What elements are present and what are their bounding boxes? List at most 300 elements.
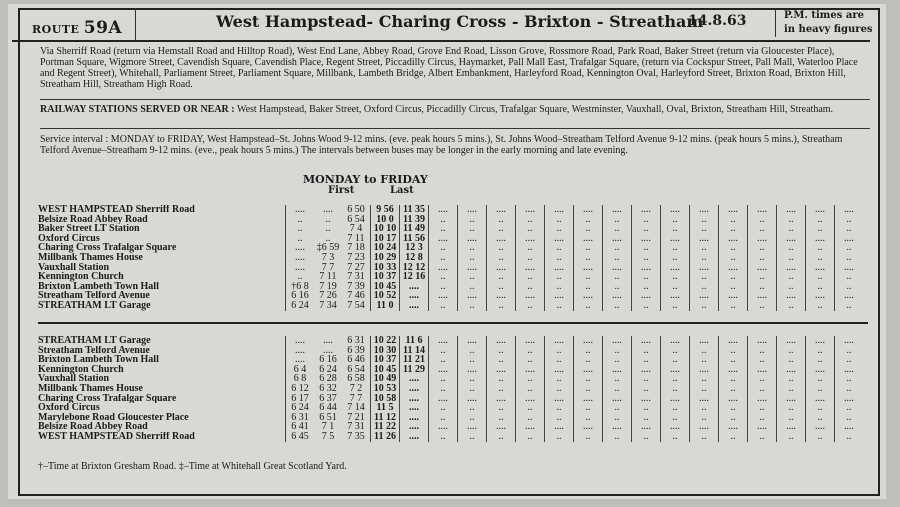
empty-cell: .. — [748, 224, 777, 234]
empty-cell: .. — [661, 413, 690, 423]
empty-cell: .... — [835, 234, 864, 244]
stop-name: Oxford Circus — [38, 403, 100, 413]
empty-cell: .. — [748, 413, 777, 423]
empty-cell: .. — [574, 403, 603, 413]
empty-cell: .. — [516, 432, 545, 442]
empty-cell: .. — [777, 215, 806, 225]
time-cell: 7 1 — [321, 422, 335, 432]
time-cell: .. — [286, 215, 315, 225]
time-cell: 6 54 — [347, 214, 365, 225]
time-cell: 6 32 — [319, 383, 337, 394]
empty-cell: .... — [748, 263, 777, 273]
table-row — [38, 291, 863, 301]
empty-cell: .. — [516, 355, 545, 365]
empty-cell: .... — [806, 234, 835, 244]
empty-cell: .. — [806, 413, 835, 423]
empty-cell: .... — [603, 336, 632, 346]
empty-cell: .... — [690, 422, 719, 432]
empty-cell: .. — [690, 374, 719, 384]
empty-cell: .. — [719, 355, 748, 365]
stop-name: Kennington Church — [38, 364, 124, 375]
time-cell: 7 21 — [347, 412, 365, 423]
empty-cell: .. — [835, 403, 864, 413]
empty-cell: .. — [429, 272, 458, 282]
empty-cell: .... — [429, 234, 458, 244]
empty-cell: .. — [487, 403, 516, 413]
empty-cell: .. — [632, 346, 661, 356]
time-cell: .. — [325, 233, 331, 244]
empty-cell: .. — [574, 355, 603, 365]
empty-cell: .. — [603, 224, 632, 234]
empty-cell: .. — [574, 272, 603, 282]
empty-cell: .. — [429, 432, 458, 442]
empty-cell: .. — [748, 432, 777, 442]
empty-cell: .... — [632, 394, 661, 404]
time-cell: 6 8 — [286, 374, 315, 384]
stop-name: Streatham Telford Avenue — [38, 345, 150, 356]
empty-cell: .. — [661, 346, 690, 356]
stop-name: Oxford Circus — [38, 233, 100, 244]
time-cell: 7 19 — [319, 281, 337, 292]
empty-cell: .. — [458, 432, 487, 442]
empty-cell: .... — [632, 422, 661, 432]
empty-cell: .... — [545, 291, 574, 301]
time-cell: .... — [286, 263, 315, 273]
time-cell: 11 22 — [371, 422, 400, 432]
empty-cell: .... — [545, 234, 574, 244]
empty-cell: .... — [806, 422, 835, 432]
empty-cell: .. — [632, 301, 661, 311]
empty-cell: .. — [835, 215, 864, 225]
empty-cell: .. — [429, 253, 458, 263]
time-cell: .... — [323, 345, 333, 356]
time-cell: 6 28 — [319, 374, 337, 384]
empty-cell: .. — [632, 374, 661, 384]
time-cell: 10 22 — [371, 336, 400, 346]
empty-cell: .. — [719, 374, 748, 384]
last-heading: Last — [390, 185, 414, 196]
empty-cell: .. — [719, 432, 748, 442]
empty-cell: .. — [661, 301, 690, 311]
empty-cell: .... — [748, 291, 777, 301]
empty-cell: .... — [719, 263, 748, 273]
empty-cell: .... — [690, 394, 719, 404]
table-row — [38, 422, 863, 432]
time-cell: 11 5 — [371, 403, 400, 413]
empty-cell: .. — [545, 243, 574, 253]
empty-cell: .... — [603, 422, 632, 432]
empty-cell: .. — [748, 272, 777, 282]
empty-cell: .. — [835, 282, 864, 292]
empty-cell: .. — [429, 224, 458, 234]
empty-cell: .... — [806, 336, 835, 346]
time-cell: 7 26 — [319, 291, 337, 301]
days-heading: MONDAY to FRIDAY — [303, 173, 428, 186]
empty-cell: .. — [806, 301, 835, 311]
empty-cell: .... — [429, 336, 458, 346]
empty-cell: .. — [719, 413, 748, 423]
empty-cell: .. — [574, 253, 603, 263]
empty-cell: .. — [545, 413, 574, 423]
empty-cell: .. — [748, 282, 777, 292]
empty-cell: .... — [690, 291, 719, 301]
stop-name: WEST HAMPSTEAD Sherriff Road — [38, 205, 195, 215]
time-cell: 10 52 — [371, 291, 400, 301]
time-cell: 12 12 — [400, 263, 429, 273]
empty-cell: .. — [574, 346, 603, 356]
stop-name: Millbank Thames House — [38, 252, 143, 263]
inbound-table — [38, 336, 863, 442]
time-cell: 11 49 — [400, 224, 429, 234]
time-cell: .... — [286, 253, 315, 263]
empty-cell: .. — [806, 355, 835, 365]
time-cell: 11 12 — [371, 413, 400, 423]
empty-cell: .. — [487, 243, 516, 253]
time-cell: 10 10 — [371, 224, 400, 234]
via-text: Via Sherriff Road (return via Hemstall Road and Hilltop Road), West End Lane, Abbey Road, Grove End Road, Lisson Grove, Rossmore Road, Park Road, Baker Street (return via Gloucester Place), Portman Square, Wigmore Street, Cavendish Square, Cavendish Place, Regent Street, Piccadilly Circus, Haymarket, Pall Mall East, Trafalgar Square, (return via Cockspur Street, Pall Mall, Waterloo Place and Regent Street), Whitehall, Parliament Street, Parliament Square, Millbank, Lambeth Bridge, Albert Embankment, Harleyford Road, Kennington Oval, Harleyford Street, Brixton Road, Brixton Hill, Streatham Hill, Streatham High Road. — [40, 46, 858, 90]
empty-cell: .. — [487, 282, 516, 292]
empty-cell: .. — [777, 403, 806, 413]
empty-cell: .... — [487, 291, 516, 301]
time-cell: 10 37 — [371, 355, 400, 365]
empty-cell: .. — [719, 384, 748, 394]
empty-cell: .. — [835, 384, 864, 394]
stop-name: Streatham Telford Avenue — [38, 291, 150, 301]
time-cell: 7 27 — [347, 262, 365, 273]
empty-cell: .. — [458, 215, 487, 225]
time-cell: 6 16 — [319, 355, 337, 365]
route-number: 59A — [83, 18, 123, 38]
time-cell: .. — [286, 234, 315, 244]
empty-cell: .. — [516, 282, 545, 292]
empty-cell: .. — [806, 215, 835, 225]
table-row — [38, 205, 863, 215]
time-cell: 11 56 — [400, 234, 429, 244]
empty-cell: .. — [632, 282, 661, 292]
time-cell: 10 33 — [371, 263, 400, 273]
time-cell: 6 50 — [347, 205, 365, 215]
empty-cell: .. — [777, 346, 806, 356]
empty-cell: .... — [777, 291, 806, 301]
empty-cell: .. — [603, 374, 632, 384]
time-cell: 7 18 — [347, 243, 365, 253]
empty-cell: .. — [719, 224, 748, 234]
empty-cell: .. — [661, 374, 690, 384]
time-cell: .... — [400, 384, 429, 394]
empty-cell: .... — [748, 422, 777, 432]
table-row — [38, 253, 863, 263]
railway-stations: RAILWAY STATIONS SERVED OR NEAR : West Hampstead, Baker Street, Oxford Circus, Piccadilly Circus, Trafalgar Square, Westminster, Vauxhall, Oval, Brixton, Streatham Hill, Streatham. — [40, 104, 834, 115]
empty-cell: .... — [806, 205, 835, 215]
table-row — [38, 234, 863, 244]
empty-cell: .. — [545, 384, 574, 394]
time-cell: 11 0 — [371, 301, 400, 311]
first-heading: First — [328, 185, 355, 196]
time-cell: 6 12 — [286, 384, 315, 394]
empty-cell: .. — [603, 253, 632, 263]
empty-cell: .... — [777, 365, 806, 375]
time-cell: 10 45 — [371, 365, 400, 375]
time-cell: 6 24 — [286, 301, 315, 311]
empty-cell: .. — [748, 346, 777, 356]
empty-cell: .. — [458, 282, 487, 292]
time-cell: .... — [400, 413, 429, 423]
empty-cell: .. — [574, 301, 603, 311]
empty-cell: .... — [690, 336, 719, 346]
table-row — [38, 355, 863, 365]
empty-cell: .. — [806, 243, 835, 253]
time-cell: 9 56 — [371, 205, 400, 215]
time-cell: 10 0 — [371, 215, 400, 225]
empty-cell: .... — [487, 263, 516, 273]
time-cell: 11 14 — [400, 346, 429, 356]
empty-cell: .. — [574, 374, 603, 384]
empty-cell: .. — [487, 355, 516, 365]
empty-cell: .. — [748, 374, 777, 384]
empty-cell: .. — [806, 272, 835, 282]
time-cell: 7 14 — [347, 403, 365, 413]
empty-cell: .... — [835, 205, 864, 215]
time-cell: 7 11 — [347, 233, 365, 244]
empty-cell: .. — [661, 432, 690, 442]
empty-cell: .. — [748, 301, 777, 311]
empty-cell: .... — [487, 365, 516, 375]
empty-cell: .. — [835, 301, 864, 311]
empty-cell: .... — [661, 365, 690, 375]
table-row — [38, 263, 863, 273]
empty-cell: .. — [690, 224, 719, 234]
table-row — [38, 224, 863, 234]
time-cell: .... — [400, 432, 429, 442]
empty-cell: .. — [835, 432, 864, 442]
time-cell: †6 8 — [286, 282, 315, 292]
empty-cell: .. — [545, 432, 574, 442]
time-cell: 7 11 — [319, 272, 337, 282]
time-cell: 10 30 — [371, 346, 400, 356]
time-cell: 11 39 — [400, 215, 429, 225]
empty-cell: .. — [487, 272, 516, 282]
time-cell: 11 6 — [400, 336, 429, 346]
empty-cell: .. — [806, 374, 835, 384]
empty-cell: .... — [545, 365, 574, 375]
empty-cell: .. — [632, 215, 661, 225]
empty-cell: .... — [516, 336, 545, 346]
empty-cell: .. — [545, 346, 574, 356]
empty-cell: .... — [806, 394, 835, 404]
empty-cell: .. — [574, 413, 603, 423]
time-cell: ‡6 59 — [316, 243, 340, 253]
stop-name: STREATHAM LT Garage — [38, 336, 151, 346]
empty-cell: .... — [516, 234, 545, 244]
empty-cell: .... — [429, 394, 458, 404]
empty-cell: .. — [777, 374, 806, 384]
empty-cell: .. — [574, 384, 603, 394]
empty-cell: .... — [806, 263, 835, 273]
empty-cell: .. — [574, 215, 603, 225]
route-title: West Hampstead- Charing Cross - Brixton - Streatham — [216, 12, 704, 31]
empty-cell: .. — [429, 282, 458, 292]
empty-cell: .. — [835, 413, 864, 423]
time-cell: 7 7 — [349, 393, 363, 404]
empty-cell: .. — [748, 403, 777, 413]
empty-cell: .. — [661, 282, 690, 292]
empty-cell: .. — [458, 301, 487, 311]
time-cell: 10 58 — [371, 394, 400, 404]
empty-cell: .. — [719, 403, 748, 413]
divider — [40, 128, 870, 129]
empty-cell: .. — [487, 215, 516, 225]
time-cell: 11 26 — [371, 432, 400, 442]
time-cell: .... — [323, 336, 333, 346]
empty-cell: .... — [632, 205, 661, 215]
empty-cell: .. — [458, 346, 487, 356]
empty-cell: .. — [429, 346, 458, 356]
time-cell: 6 58 — [347, 374, 365, 384]
empty-cell: .. — [632, 253, 661, 263]
stop-name: Charing Cross Trafalgar Square — [38, 393, 177, 404]
empty-cell: .... — [777, 422, 806, 432]
time-cell: 7 39 — [347, 281, 365, 292]
empty-cell: .. — [458, 355, 487, 365]
table-row — [38, 413, 863, 423]
empty-cell: .. — [719, 282, 748, 292]
route-date: 14.8.63 — [688, 13, 747, 29]
time-cell: 7 3 — [321, 252, 335, 263]
time-cell: 6 37 — [319, 393, 337, 404]
empty-cell: .... — [429, 365, 458, 375]
empty-cell: .. — [516, 374, 545, 384]
header-divider — [135, 8, 136, 40]
empty-cell: .... — [487, 394, 516, 404]
stop-name: Vauxhall Station — [38, 262, 110, 273]
empty-cell: .. — [661, 355, 690, 365]
empty-cell: .. — [806, 282, 835, 292]
empty-cell: .. — [661, 243, 690, 253]
empty-cell: .. — [429, 413, 458, 423]
empty-cell: .... — [545, 394, 574, 404]
empty-cell: .. — [806, 346, 835, 356]
time-cell: .... — [286, 355, 315, 365]
time-cell: 10 17 — [371, 234, 400, 244]
empty-cell: .. — [835, 355, 864, 365]
empty-cell: .... — [806, 291, 835, 301]
empty-cell: .. — [719, 301, 748, 311]
empty-cell: .... — [603, 263, 632, 273]
empty-cell: .... — [429, 422, 458, 432]
empty-cell: .... — [661, 205, 690, 215]
time-cell: 7 31 — [347, 422, 365, 432]
empty-cell: .. — [458, 272, 487, 282]
time-cell: .... — [400, 403, 429, 413]
empty-cell: .. — [719, 253, 748, 263]
empty-cell: .. — [806, 432, 835, 442]
route-label: ROUTE 59A — [32, 18, 123, 38]
time-cell: 7 2 — [349, 383, 363, 394]
time-cell: 7 23 — [347, 252, 365, 263]
empty-cell: .. — [516, 346, 545, 356]
time-cell: .. — [325, 224, 331, 234]
empty-cell: .... — [458, 394, 487, 404]
empty-cell: .... — [719, 336, 748, 346]
empty-cell: .... — [574, 422, 603, 432]
empty-cell: .. — [777, 384, 806, 394]
empty-cell: .. — [806, 224, 835, 234]
empty-cell: .. — [748, 355, 777, 365]
empty-cell: .. — [806, 384, 835, 394]
time-cell: .... — [400, 374, 429, 384]
empty-cell: .. — [632, 243, 661, 253]
outbound-table — [38, 205, 863, 311]
stop-name: Belsize Road Abbey Road — [38, 214, 148, 225]
time-cell: 7 7 — [321, 262, 335, 273]
time-cell: .... — [400, 394, 429, 404]
empty-cell: .... — [487, 205, 516, 215]
empty-cell: .... — [835, 291, 864, 301]
empty-cell: .. — [632, 272, 661, 282]
empty-cell: .... — [603, 234, 632, 244]
empty-cell: .... — [777, 263, 806, 273]
empty-cell: .. — [777, 301, 806, 311]
time-cell: 6 41 — [286, 422, 315, 432]
time-cell: 6 24 — [319, 364, 337, 375]
empty-cell: .... — [429, 205, 458, 215]
empty-cell: .... — [719, 422, 748, 432]
empty-cell: .... — [603, 365, 632, 375]
empty-cell: .... — [690, 234, 719, 244]
empty-cell: .... — [632, 291, 661, 301]
time-cell: 10 37 — [371, 272, 400, 282]
empty-cell: .. — [603, 413, 632, 423]
table-divider — [38, 322, 868, 324]
stop-name: Vauxhall Station — [38, 374, 110, 384]
empty-cell: .... — [632, 365, 661, 375]
empty-cell: .... — [574, 205, 603, 215]
empty-cell: .... — [748, 365, 777, 375]
empty-cell: .. — [429, 301, 458, 311]
time-cell: 6 46 — [347, 355, 365, 365]
empty-cell: .... — [661, 263, 690, 273]
empty-cell: .. — [777, 243, 806, 253]
empty-cell: .. — [545, 215, 574, 225]
empty-cell: .. — [487, 301, 516, 311]
empty-cell: .. — [574, 282, 603, 292]
table-row — [38, 394, 863, 404]
empty-cell: .... — [458, 291, 487, 301]
time-cell: 6 17 — [286, 394, 315, 404]
empty-cell: .. — [429, 215, 458, 225]
empty-cell: .. — [777, 224, 806, 234]
time-cell: 6 45 — [286, 432, 315, 442]
stop-name: Charing Cross Trafalgar Square — [38, 243, 177, 253]
empty-cell: .. — [429, 384, 458, 394]
empty-cell: .. — [690, 413, 719, 423]
empty-cell: .. — [748, 215, 777, 225]
empty-cell: .... — [545, 336, 574, 346]
empty-cell: .... — [835, 263, 864, 273]
pm-note: P.M. times are in heavy figures — [775, 9, 880, 37]
empty-cell: .... — [661, 234, 690, 244]
empty-cell: .. — [603, 272, 632, 282]
empty-cell: .... — [719, 234, 748, 244]
time-cell: .. — [286, 272, 315, 282]
empty-cell: .. — [690, 403, 719, 413]
empty-cell: .. — [719, 346, 748, 356]
empty-cell: .. — [458, 253, 487, 263]
empty-cell: .... — [777, 336, 806, 346]
empty-cell: .. — [777, 413, 806, 423]
empty-cell: .... — [632, 263, 661, 273]
time-cell: .. — [325, 214, 331, 225]
